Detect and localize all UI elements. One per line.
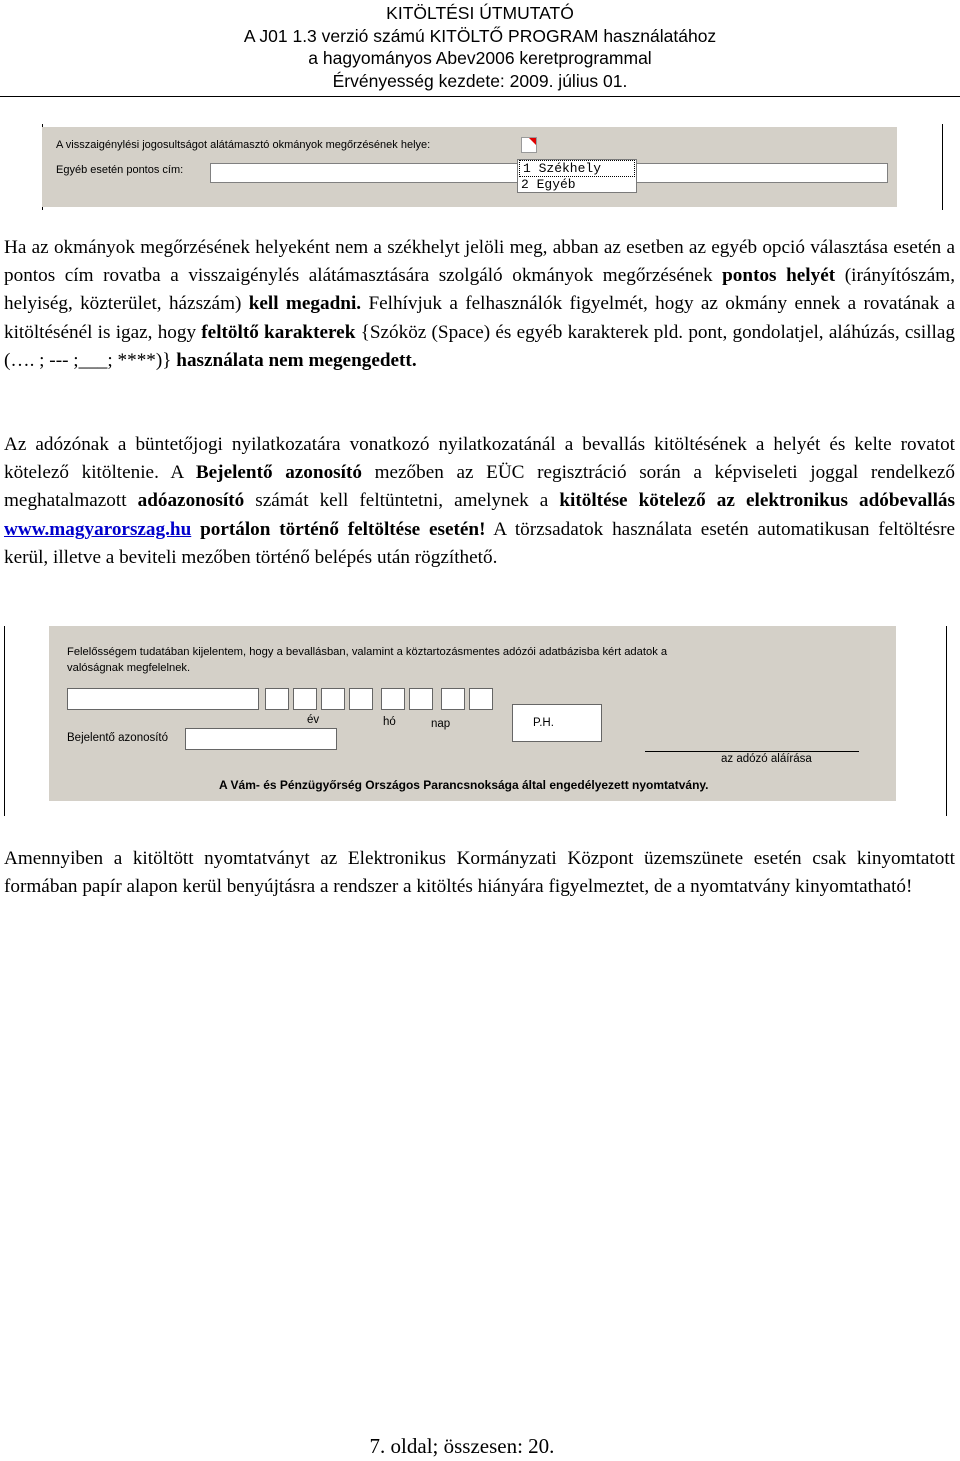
para2-text-c: mezőben az EÜC regisztráció során a képviseleti joggal rendelkező meghatalmazott — [4, 462, 955, 512]
portal-link[interactable]: www.magyarorszag.hu — [4, 518, 192, 540]
declaration-form-screenshot — [49, 626, 896, 801]
header-version: A J01 1.3 verzió számú KITÖLTŐ PROGRAM használatához — [243, 25, 717, 46]
para2-bold-d: adóazonosító — [137, 490, 245, 512]
para1-text-c: (irányítószám, helyiség, közterület, házszám) — [4, 265, 956, 315]
signature-label: az adózó aláírása — [721, 753, 812, 765]
year-digit-2[interactable] — [293, 688, 317, 710]
option-other[interactable]: 2 Egyéb — [521, 177, 576, 192]
header-rule — [0, 96, 960, 97]
day-digit-1[interactable] — [441, 688, 465, 710]
storage-place-form-screenshot — [42, 127, 897, 207]
stamp-box — [512, 704, 602, 742]
address-label: Egyéb esetén pontos cím: — [56, 164, 184, 176]
para2-bold-g: portálon történő feltöltése esetén! — [191, 518, 486, 540]
year-digit-3[interactable] — [321, 688, 345, 710]
flag-icon — [521, 137, 537, 153]
month-digit-2[interactable] — [409, 688, 433, 710]
right-border — [942, 124, 943, 210]
para2-text-a: Az adózónak a büntetőjogi nyilatkozatára vonatkozó nyilatkozatánál a bevallás kitöltésének a helyét és kelte rovatot kötelező kitöltenie. A — [4, 434, 955, 484]
para1-bold-h: használata nem megengedett. — [176, 349, 417, 371]
paragraph-declaration — [4, 431, 955, 572]
approval-text: A Vám- és Pénzügyőrség Országos Parancsnoksága által engedélyezett nyomtatvány. — [219, 778, 709, 792]
para1-text-a: Ha az okmányok megőrzésének helyeként nem a székhelyt jelöli meg, abban az esetben az egyéb opció választása esetén a pontos cím rovatba a visszaigénylés alátámasztására szolgáló okmányok megőrzésének — [4, 237, 955, 287]
para2-bold-b: Bejelentő azonosító — [195, 462, 362, 484]
year-digit-4[interactable] — [349, 688, 373, 710]
signature-line — [645, 751, 859, 752]
option-headquarters[interactable]: 1 Székhely — [519, 160, 635, 177]
header-title: KITÖLTÉSI ÚTMUTATÓ — [386, 3, 574, 23]
para1-bold-b: pontos helyét — [722, 265, 836, 287]
para1-bold-f: feltöltő karakterek — [201, 321, 356, 343]
header-validity: Érvényesség kezdete: 2009. július 01. — [332, 70, 628, 91]
day-digit-2[interactable] — [469, 688, 493, 710]
month-digit-1[interactable] — [381, 688, 405, 710]
para2-bold-f: kitöltése kötelező az elektronikus adóbevallás — [559, 490, 955, 512]
storage-place-label: A visszaigénylési jogosultságot alátámasztó okmányok megőrzésének helye: — [56, 139, 431, 151]
para3-text: Amennyiben a kitöltött nyomtatványt az Elektronikus Kormányzati Központ üzemszünete esetén csak kinyomtatott formában papír alapon kerül benyújtásra a rendszer a kitöltés hiányára figyelmeztet, de a nyomtatvány kinyomtatható! — [4, 848, 955, 898]
paragraph-storage — [4, 234, 955, 375]
page-number: 7. oldal; összesen: 20. — [369, 1434, 555, 1458]
paragraph-outage — [4, 845, 955, 901]
header-framework: a hagyományos Abev2006 keretprogrammal — [308, 48, 652, 68]
para1-text-e: Felhívjuk a felhasználók figyelmét, hogy az okmány ennek a rovatának a kitöltésénél is igaz, hogy — [4, 293, 955, 343]
right-border-2 — [946, 626, 947, 816]
para1-bold-d: kell megadni. — [248, 293, 362, 315]
para2-text-e: számát kell feltüntetni, amelynek a — [244, 490, 560, 512]
place-input[interactable] — [67, 688, 259, 710]
year-digit-1[interactable] — [265, 688, 289, 710]
stamp-label: P.H. — [533, 717, 554, 729]
declaration-text: Felelősségem tudatában kijelentem, hogy a bevallásban, valamint a köztartozásmentes adózói adatbázisba kért adatok a valóságnak megfelelnek. — [67, 646, 668, 674]
month-label: hó — [383, 716, 396, 728]
year-label: év — [307, 714, 320, 726]
storage-place-dropdown[interactable] — [517, 159, 637, 193]
para1-text-g: {Szóköz (Space) és egyéb karakterek pld. pont, gondolatjel, aláhúzás, csillag (…. ; --- ;___; ****)} — [4, 321, 955, 371]
para2-text-h: A törzsadatok használata esetén automatikusan feltöltésre kerül, illetve a beviteli mezőben történő belépés után rögzíthető. — [4, 518, 955, 568]
document-header — [0, 0, 960, 92]
left-border-2 — [4, 626, 5, 816]
reporter-id-label: Bejelentő azonosító — [67, 732, 169, 744]
reporter-id-input[interactable] — [185, 728, 337, 750]
day-label: nap — [431, 718, 451, 730]
